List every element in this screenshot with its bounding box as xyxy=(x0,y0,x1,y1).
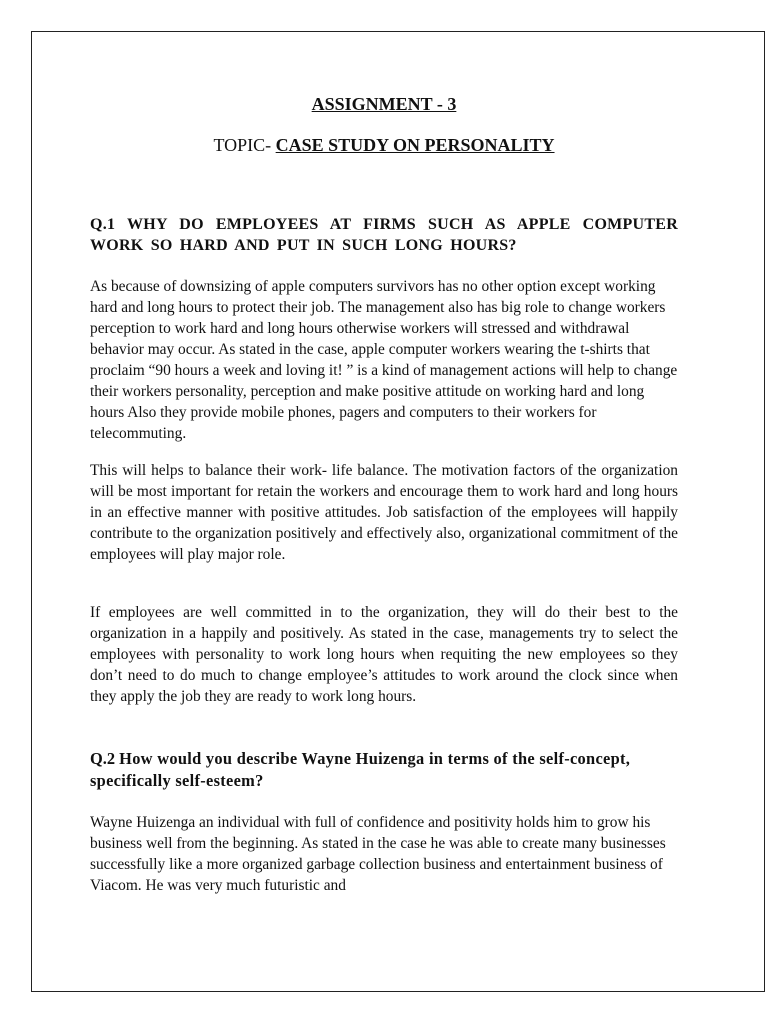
p2-text-after: factors of the organization will be most important for retain the workers and encourage them to work hard and long hours in an effective manner with positive attitudes. Job satisfaction of the employees will happily contribute to the organization positively and effectively also, organizational commitment of the employees will play major role. xyxy=(90,462,678,563)
answer-1-paragraph-1 xyxy=(90,276,678,444)
q2-label: Q.2 xyxy=(90,749,120,768)
answer-1-paragraph-3: If employees are well committed in to the organization, they will do their best to the organization in a happily and positively. As stated in the case, managements try to select the employees with personality to work long hours when requiting the new employees so they don’t need to do much to change employee’s attitudes to work around the clock since when they apply the job they are ready to work long hours. xyxy=(90,604,678,705)
p2-text-before: This will helps to balance their work- life balance. The xyxy=(90,462,442,479)
p2-highlight-word: motivation xyxy=(441,462,509,479)
topic-label: TOPIC- xyxy=(213,135,276,155)
answer-2-paragraph-1: Wayne Huizenga an individual with full of confidence and positivity holds him to grow his business well from the beginning. As stated in the case he was able to create many businesses successfully like a more organized garbage collection business and entertainment business of Viacom. He was very much futuristic and xyxy=(90,814,666,894)
topic-title: CASE STUDY ON PERSONALITY xyxy=(275,135,555,155)
answer-1-paragraph-2 xyxy=(90,460,678,565)
topic-line xyxy=(0,135,768,156)
p1-text-before: As because of downsizing of apple computers survivors has no other option except working hard and long hours to protect their job. The management also has big role to change workers perception to work hard and long hours otherwise workers will stressed and withdrawal behavior may occur. As stated in the case, apple computer workers wearing the t-shirts that proclaim “90 hours a week and loving it! ” is a kind of management actions will help to change their workers xyxy=(90,278,678,400)
p1-text-after: perception and make positive attitude on working hard and long hours Also they provide mobile phones, pagers and computers to their workers for telecommuting. xyxy=(90,383,645,442)
p1-highlight-word: personality, xyxy=(175,383,247,400)
assignment-title: ASSIGNMENT - 3 xyxy=(311,94,457,114)
q2-text: How would you describe Wayne Huizenga in terms of the self-concept, specifically self-esteem? xyxy=(90,749,631,790)
question-2-heading xyxy=(90,748,678,792)
question-1-heading: Q.1 WHY DO EMPLOYEES AT FIRMS SUCH AS APPLE COMPUTER WORK SO HARD AND PUT IN SUCH LONG HOURS? xyxy=(90,216,678,254)
